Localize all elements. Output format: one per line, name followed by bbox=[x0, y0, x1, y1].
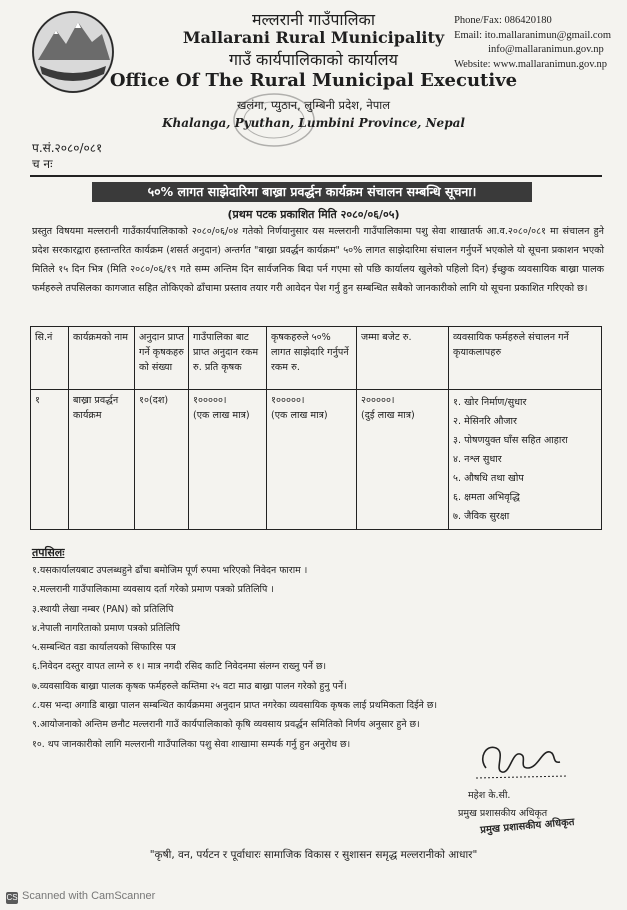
col-header-farmers: अनुदान प्राप्त गर्ने कृषकहरु को संख्या bbox=[135, 327, 189, 390]
list-item: २.मल्लरानी गाउँपालिकामा व्यवसाय दर्ता गरेको प्रमाण पत्रको प्रतिलिपि । bbox=[32, 584, 274, 596]
notice-body: प्रस्तुत विषयमा मल्लरानी गाउँकार्यपालिकाको २०८०/०६/०४ गतेको निर्णयानुसार यस मल्लरानी गाउँपालिकामा पशु सेवा शाखातर्फ आ.व.२०८०/०८१ मा संचालन हुने प्रदेश सरकारद्वारा हस्तान्तरित कार्यक्रम (शसर्त अनुदान) अन्तर्गत "बाख्रा प्रवर्द्धन कार्यक्रम" ५०% लागत साझेदारिमा संचालन गर्नुपर्ने भएकोले यो सूचना प्रकाशन भएको मितिले १५ दिन भित्र (मिति २०८०/०६/१९ गते सम्म अन्तिम दिन सार्वजनिक बिदा पर्न गएमा सो पछि कार्यालय खुलेको पहिलो दिन) ईच्छुक व्यवसायिक बाख्रा पालक फर्महरुले तपसिलका कागजात सहित तोकिएको ढाँचामा प्रस्ताव तयार गरी आवेदन पेश गर्नु हुन सम्बन्धित सबैको जानकारीको लागि यो सूचना प्रकाशित गरिएको छ। bbox=[32, 226, 604, 294]
designation-stamp: प्रमुख प्रशासकीय अधिकृत bbox=[479, 816, 575, 837]
activity-item: ६. क्षमता अभिवृद्धि bbox=[453, 492, 520, 503]
cell-program: बाख्रा प्रवर्द्धन कार्यक्रम bbox=[69, 390, 135, 530]
office-name-np: गाउँ कार्यपालिकाको कार्यालय bbox=[229, 50, 398, 69]
share-words: (एक लाख मात्र) bbox=[271, 410, 328, 421]
cell-activities bbox=[449, 390, 602, 530]
list-item: ७.व्यवसायिक बाख्रा पालक कृषक फर्महरुले कम्तिमा २५ वटा माउ बाख्रा पालन गरेको हुनु पर्ने। bbox=[32, 680, 347, 692]
handwritten-signature bbox=[472, 738, 582, 784]
total-words: (दुई लाख मात्र) bbox=[361, 410, 415, 421]
list-item: १०. थप जानकारीको लागि मल्लरानी गाउँपालिका पशु सेवा शाखामा सम्पर्क गर्नु हुन अनुरोध छ। bbox=[32, 738, 351, 750]
phone-fax: Phone/Fax: 086420180 bbox=[454, 15, 552, 26]
list-item: ९.आयोजनाको अन्तिम छनौट मल्लरानी गाउँ कार्यपालिकाको कृषि व्यवसाय प्रवर्द्धन समितिको निर्णय अनुसार हुने छ। bbox=[32, 719, 420, 731]
col-header-total: जम्मा बजेट रु. bbox=[357, 327, 449, 390]
activity-item: ४. नश्ल सुधार bbox=[453, 454, 502, 465]
cell-total bbox=[357, 390, 449, 530]
col-header-grant: गाउँपालिका बाट प्राप्त अनुदान रकम रु. प्रति कृषक bbox=[189, 327, 267, 390]
address-np: खलंगा, प्युठान, लुम्बिनी प्रदेश, नेपाल bbox=[236, 98, 391, 112]
contact-block bbox=[454, 14, 611, 72]
notice-title: ५०% लागत साझेदारिमा बाख्रा प्रवर्द्धन कार्यक्रम संचालन सम्बन्धि सूचना। bbox=[92, 182, 532, 202]
activity-item: १. खोर निर्माण/सुधार bbox=[453, 397, 527, 408]
website: Website: www.mallaranimun.gov.np bbox=[454, 58, 607, 70]
list-item: ८.यस भन्दा अगाडि बाख्रा पालन सम्बन्धित कार्यक्रममा अनुदान प्राप्त नगरेका व्यवसायिक कृषक लाई प्रथमिकता दिईने छ। bbox=[32, 700, 437, 712]
activity-item: २. मेसिनरि औजार bbox=[453, 416, 517, 427]
municipality-name-np: मल्लरानी गाउँपालिका bbox=[251, 10, 375, 29]
col-header-activities: व्यवसायिक फर्महरुले संचालन गर्ने कृयाकलापहरु bbox=[449, 327, 602, 390]
list-item: ५.सम्बन्धित वडा कार्यालयको सिफारिस पत्र bbox=[32, 642, 176, 654]
scanner-text: Scanned with CamScanner bbox=[22, 890, 156, 902]
total-amount: २०००००। bbox=[361, 395, 395, 406]
cell-grant bbox=[189, 390, 267, 530]
signatory-post: प्रमुख प्रशासकीय अधिकृत bbox=[458, 808, 548, 819]
cell-farmers: १०(दश) bbox=[135, 390, 189, 530]
col-header-program: कार्यक्रमको नाम bbox=[69, 327, 135, 390]
program-table bbox=[30, 326, 602, 530]
office-name-en: Office Of The Rural Municipal Executive bbox=[109, 70, 518, 91]
col-header-sn: सि.नं bbox=[31, 327, 69, 390]
activity-item: ७. जैविक सुरक्षा bbox=[453, 511, 510, 522]
municipality-name-en: Mallarani Rural Municipality bbox=[182, 28, 445, 47]
header-rule bbox=[30, 175, 602, 177]
activity-item: ५. औषधि तथा खोप bbox=[453, 473, 524, 484]
address-en: Khalanga, Pyuthan, Lumbini Province, Nepal bbox=[162, 116, 465, 130]
notes-heading: तपसिलः bbox=[32, 546, 65, 559]
motto: "कृषी, वन, पर्यटन र पूर्वाधारः सामाजिक विकास र सुशासन समृद्ध मल्लरानीको आधार" bbox=[149, 849, 478, 861]
publication-date: (प्रथम पटक प्रकाशित मिति २०८०/०६/०५) bbox=[227, 208, 400, 221]
cell-share bbox=[267, 390, 357, 530]
notes-list bbox=[32, 561, 604, 754]
list-item: ६.निवेदन दस्तुर वापत लाग्ने रु १। मात्र नगदी रसिद काटि निवेदनमा संलग्न राख्नु पर्ने छ। bbox=[32, 661, 327, 673]
table-row bbox=[31, 390, 602, 530]
scanner-watermark bbox=[6, 890, 155, 904]
col-header-share: कृषकहरुले ५०% लागत साझेदारि गर्नुपर्ने रकम रु. bbox=[267, 327, 357, 390]
reference-number: प.सं.२०८०/०८१ bbox=[32, 141, 103, 155]
activity-item: ३. पोषणयुक्त घाँस सहित आहारा bbox=[453, 435, 568, 446]
signatory-name: महेश के.सी. bbox=[468, 790, 511, 801]
email-primary: Email: ito.mallaranimun@gmail.com bbox=[454, 29, 611, 41]
grant-amount: १०००००। bbox=[193, 395, 227, 406]
cell-sn: १ bbox=[31, 390, 69, 530]
grant-words: (एक लाख मात्र) bbox=[193, 410, 250, 421]
email-secondary: info@mallaranimun.gov.np bbox=[488, 44, 604, 55]
dispatch-number: च नः bbox=[32, 157, 53, 171]
list-item: ३.स्थायी लेखा नम्बर (PAN) को प्रतिलिपि bbox=[32, 603, 174, 615]
list-item: १.यसकार्यालयबाट उपलब्धहुने ढाँचा बमोजिम पूर्ण रुपमा भरिएको निवेदन फाराम । bbox=[32, 565, 308, 576]
camscanner-icon: CS bbox=[6, 893, 18, 902]
list-item: ४.नेपाली नागरिताको प्रमाण पत्रको प्रतिलिपि bbox=[32, 622, 181, 634]
share-amount: १०००००। bbox=[271, 395, 305, 406]
table-header-row bbox=[31, 327, 602, 390]
